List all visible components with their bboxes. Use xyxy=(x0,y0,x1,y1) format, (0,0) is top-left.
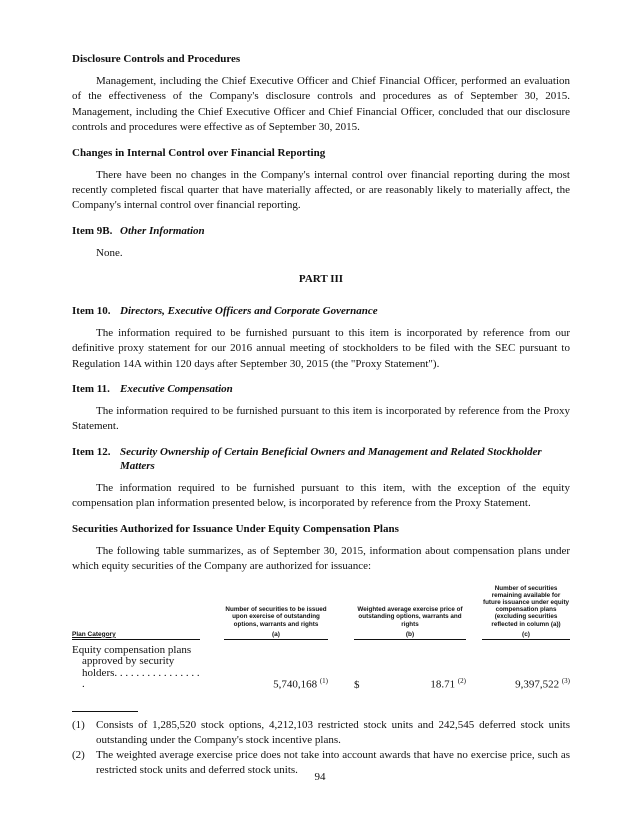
changes-paragraph: There have been no changes in the Company's internal control over financial reporting during the most recently completed fiscal quarter that have materially affected, or are reasonably likely to materially affect, the Company's internal control over financial reporting. xyxy=(72,168,570,212)
table-row xyxy=(72,639,570,691)
item-12-number: Item 12. xyxy=(72,445,111,458)
col-b-subheader: (b) xyxy=(354,628,466,640)
col-c-subheader: (c) xyxy=(482,628,570,640)
row-label-line: approved by security xyxy=(82,655,175,668)
col-a-subheader: (a) xyxy=(224,628,328,640)
item-11-title: Executive Compensation xyxy=(120,383,233,396)
item-9b-number: Item 9B. xyxy=(72,224,113,237)
col-a-value-text: 5,740,168 xyxy=(273,678,318,691)
col-b-value-note: (2) xyxy=(457,677,467,686)
item-12-paragraph: The information required to be furnished pursuant to this item, with the exception of the equity compensation plan information presented below, is incorporated by reference from the Proxy Statement. xyxy=(72,481,570,510)
item-11-paragraph: The information required to be furnished pursuant to this item is incorporated by reference from the Proxy Statement. xyxy=(72,405,570,433)
col-a-value-note: (1) xyxy=(319,677,328,686)
footnote xyxy=(72,718,570,748)
item-11-number: Item 11. xyxy=(72,383,110,396)
changes-heading: Changes in Internal Control over Financial Reporting xyxy=(72,146,326,159)
col-c-value xyxy=(482,639,570,691)
col-b-value xyxy=(364,639,466,691)
disclosure-heading: Disclosure Controls and Procedures xyxy=(72,53,241,65)
page-number: 94 xyxy=(314,771,326,783)
securities-heading: Securities Authorized for Issuance Under Equity Compensation Plans xyxy=(72,522,399,535)
col-b-value-text: 18.71 xyxy=(430,678,456,691)
col-c-value-text: 9,397,522 xyxy=(515,678,560,691)
col-a-value xyxy=(224,639,328,691)
document-page xyxy=(72,52,570,778)
item-12-heading xyxy=(72,445,570,473)
footnote-text: The weighted average exercise price does not take into account awards that have no exercise price, such as restricted stock units and deferred stock units. xyxy=(96,748,570,776)
col-b-header: Weighted average exercise price of outstanding options, warrants and rights xyxy=(357,606,463,628)
col-a-header: Number of securities to be issued upon exercise of outstanding options, warrants and rights xyxy=(225,606,327,628)
row-label-line: Equity compensation plans xyxy=(72,643,192,656)
part-heading: PART III xyxy=(298,272,344,285)
item-11-heading xyxy=(72,382,570,396)
item-9b-body: None. xyxy=(96,246,123,259)
securities-paragraph: The following table summarizes, as of September 30, 2015, information about compensation plans under which equity securities of the Company are authorized for issuance: xyxy=(72,544,570,573)
row-label-line: holders. . . . . . . . . . . . . . . . . xyxy=(82,666,200,691)
item-12-title: Security Ownership of Certain Beneficial Owners and Management and Related Stockholder Matters xyxy=(120,445,542,472)
plan-category-header: Plan Category xyxy=(72,628,200,640)
footnote-marker: (1) xyxy=(72,718,85,731)
item-10-paragraph: The information required to be furnished pursuant to this item is incorporated by reference from our definitive proxy statement for our 2016 annual meeting of stockholders to be filed with the SEC pursuant to Regulation 14A within 120 days after September 30, 2015 (the "Proxy Statement"). xyxy=(72,326,570,370)
footnote-marker: (2) xyxy=(72,748,85,761)
item-9b-title: Other Information xyxy=(120,224,205,237)
footnote-divider xyxy=(72,711,138,712)
item-10-number: Item 10. xyxy=(72,304,111,317)
item-9b-heading xyxy=(72,224,570,238)
currency-symbol: $ xyxy=(354,678,360,691)
footnote-text: Consists of 1,285,520 stock options, 4,212,103 restricted stock units and 242,545 deferred stock units outstanding under the Company's stock incentive plans. xyxy=(96,718,570,746)
disclosure-paragraph: Management, including the Chief Executive Officer and Chief Financial Officer, performed an evaluation of the effectiveness of the Company's disclosure controls and procedures as of September 30, 2015. Management, including the Chief Executive Officer and Chief Financial Officer, concluded that our disclosure controls and procedures were effective as of September 30, 2015. xyxy=(72,75,570,134)
item-10-heading xyxy=(72,304,570,318)
item-10-title: Directors, Executive Officers and Corporate Governance xyxy=(120,304,378,317)
row-label xyxy=(72,639,200,691)
col-c-value-note: (3) xyxy=(561,677,571,686)
col-c-header: Number of securities remaining available for future issuance under equity compensation plans (excluding securities reflected in column (a)) xyxy=(482,584,570,628)
equity-compensation-table xyxy=(72,585,570,691)
